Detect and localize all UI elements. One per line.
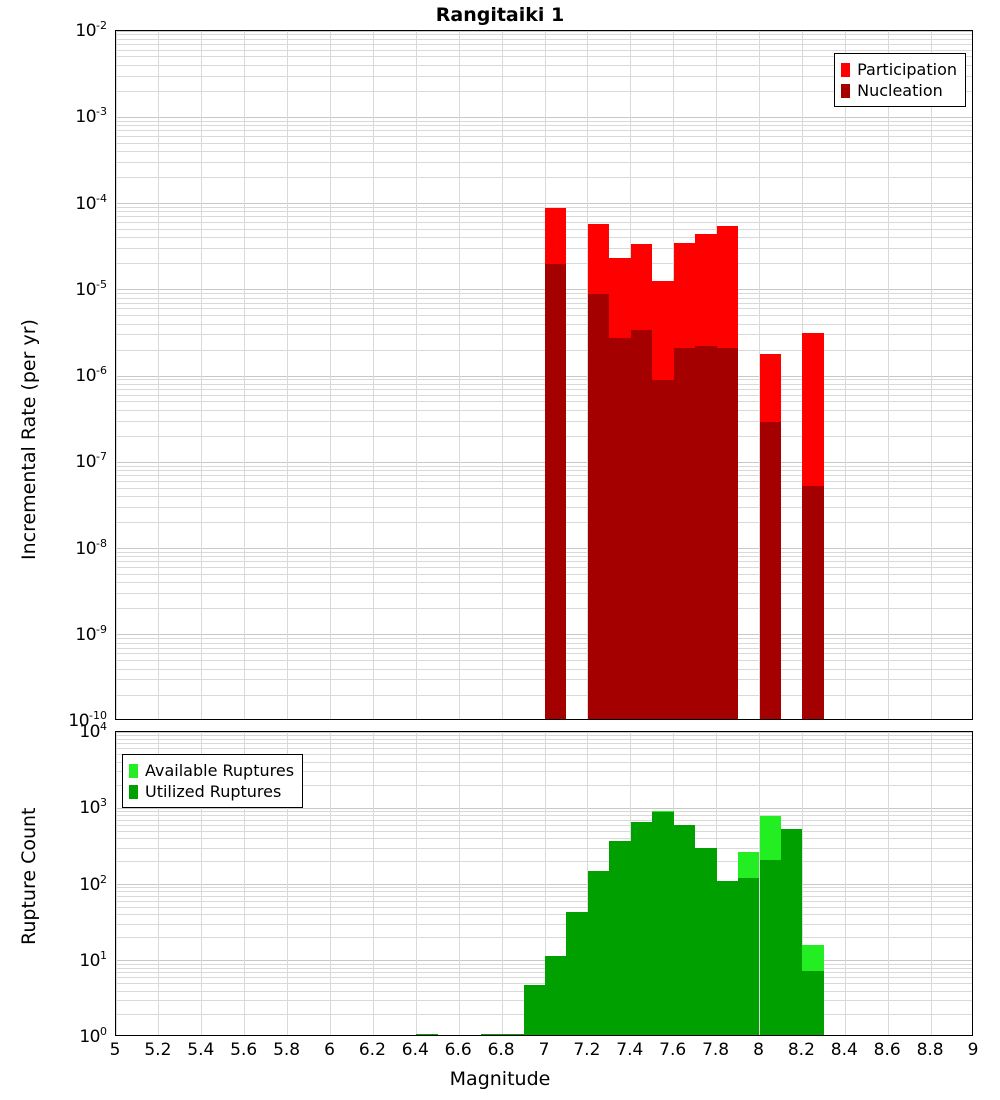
x-tick-label: 8.8	[916, 1040, 944, 1060]
x-tick-label: 5	[109, 1040, 121, 1060]
bar-nucleation	[609, 338, 630, 719]
legend-swatch-available	[129, 764, 138, 778]
bar-nucleation	[695, 346, 716, 719]
y-axis-label-bottom: Rupture Count	[18, 807, 40, 945]
x-tick-label: 6	[324, 1040, 335, 1060]
legend-label-participation: Participation	[857, 60, 957, 79]
bar-utilized-ruptures	[416, 1034, 437, 1035]
legend-item-utilized-ruptures	[129, 781, 294, 802]
bar-nucleation	[545, 264, 566, 719]
y-tick-label: $10^{-6}$	[75, 364, 107, 386]
y-tick-label: $10^1$	[79, 948, 107, 971]
x-tick-label: 5.6	[230, 1040, 258, 1060]
bar-utilized-ruptures	[588, 871, 609, 1035]
y-axis-label-top: Incremental Rate (per yr)	[18, 319, 40, 560]
x-tick-label: 8	[753, 1040, 764, 1060]
bar-nucleation	[631, 330, 652, 719]
legend-item-available-ruptures	[129, 760, 294, 781]
legend-item-nucleation	[841, 80, 957, 101]
bar-nucleation	[674, 348, 695, 719]
y-tick-label: $10^{-5}$	[75, 277, 107, 300]
y-tick-label: $10^{-10}$	[68, 709, 107, 731]
bar-utilized-ruptures	[652, 812, 673, 1035]
bar-utilized-ruptures	[481, 1034, 502, 1035]
x-tick-label: 7	[538, 1040, 550, 1060]
bar-utilized-ruptures	[566, 912, 587, 1035]
x-tick-label: 6.2	[358, 1040, 386, 1060]
bar-utilized-ruptures	[674, 825, 695, 1035]
bar-utilized-ruptures	[545, 956, 566, 1035]
x-tick-label: 7.4	[616, 1040, 644, 1060]
bar-utilized-ruptures	[802, 971, 823, 1035]
legend-incremental-rate	[834, 53, 966, 107]
legend-item-participation	[841, 59, 957, 80]
x-tick-label: 8.6	[873, 1040, 901, 1060]
x-tick-label: 6.6	[444, 1040, 472, 1060]
y-tick-label: $10^3$	[79, 796, 107, 819]
x-tick-label: 5.4	[187, 1040, 215, 1060]
bar-utilized-ruptures	[760, 860, 781, 1035]
x-tick-label: 5.8	[273, 1040, 301, 1060]
bar-utilized-ruptures	[502, 1034, 523, 1035]
bar-nucleation	[760, 422, 781, 719]
y-tick-label: $10^0$	[79, 1025, 107, 1047]
bar-utilized-ruptures	[717, 881, 738, 1035]
y-tick-label: $10^{-3}$	[75, 105, 107, 128]
y-tick-label: $10^{-8}$	[75, 536, 107, 559]
bar-utilized-ruptures	[631, 822, 652, 1035]
bar-nucleation	[717, 348, 738, 719]
chart-title: Rangitaiki 1	[435, 4, 565, 26]
x-tick-label: 8.2	[787, 1040, 815, 1060]
y-tick-label: $10^4$	[79, 720, 107, 742]
bar-utilized-ruptures	[695, 848, 716, 1035]
incremental-rate-plot	[115, 30, 973, 720]
legend-swatch-nucleation	[841, 84, 850, 98]
x-tick-label: 9	[967, 1040, 979, 1060]
y-tick-label: $10^{-9}$	[75, 622, 107, 645]
legend-label-nucleation: Nucleation	[857, 81, 943, 100]
bars-incremental-rate	[116, 31, 972, 719]
bar-utilized-ruptures	[781, 829, 802, 1035]
legend-label-utilized: Utilized Ruptures	[145, 782, 282, 801]
y-tick-label: $10^{-7}$	[75, 450, 107, 473]
y-tick-label: $10^{-2}$	[75, 19, 107, 41]
bar-nucleation	[588, 294, 609, 719]
legend-swatch-utilized	[129, 785, 138, 799]
rupture-count-plot	[115, 731, 973, 1036]
bar-nucleation	[652, 380, 673, 719]
bar-nucleation	[802, 566, 823, 719]
bar-utilized-ruptures	[738, 878, 759, 1035]
x-tick-label: 6.4	[401, 1040, 429, 1060]
legend-swatch-participation	[841, 63, 850, 77]
bar-utilized-ruptures	[609, 841, 630, 1035]
x-tick-label: 7.2	[573, 1040, 601, 1060]
legend-rupture-count	[122, 754, 303, 808]
x-tick-label: 8.4	[830, 1040, 858, 1060]
x-tick-label: 6.8	[487, 1040, 515, 1060]
bar-utilized-ruptures	[524, 985, 545, 1035]
x-tick-label: 7.6	[659, 1040, 687, 1060]
x-tick-label: 7.8	[702, 1040, 730, 1060]
y-tick-label: $10^{-4}$	[75, 191, 107, 214]
y-tick-label: $10^2$	[79, 872, 107, 895]
x-axis-label: Magnitude	[449, 1068, 551, 1090]
legend-label-available: Available Ruptures	[145, 761, 295, 780]
x-tick-label: 5.2	[144, 1040, 172, 1060]
